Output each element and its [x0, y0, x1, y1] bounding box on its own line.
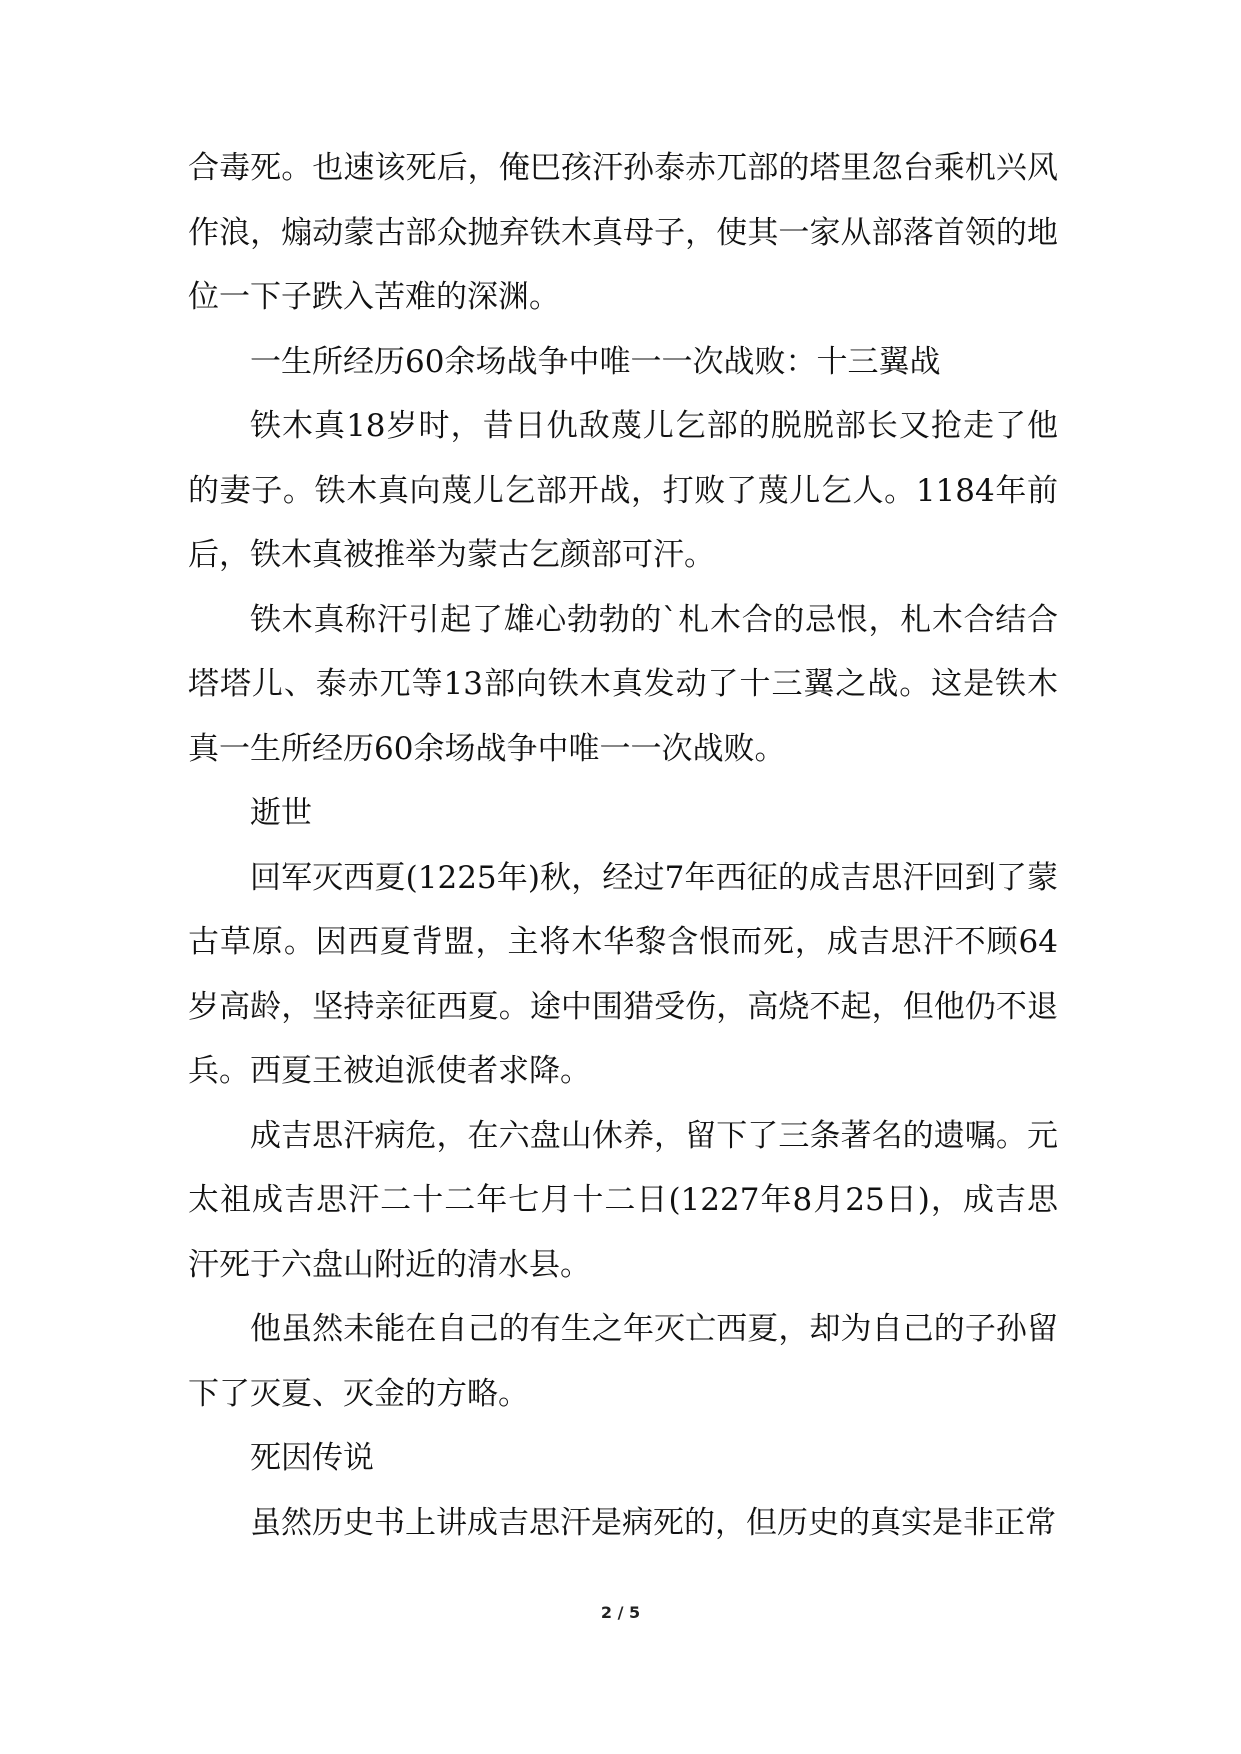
paragraph: 铁木真称汗引起了雄心勃勃的`札木合的忌恨，札木合结合塔塔儿、泰赤兀等13部向铁木真发动了十三翼之战。这是铁木真一生所经历60余场战争中唯一一次战败。: [188, 601, 1058, 767]
section-heading: 死因传说: [250, 1440, 374, 1476]
paragraph: 成吉思汗病危，在六盘山休养，留下了三条著名的遗嘱。元太祖成吉思汗二十二年七月十二日(1227年8月25日)，成吉思汗死于六盘山附近的清水县。: [188, 1117, 1058, 1283]
page-number: 2 / 5: [600, 1603, 641, 1622]
paragraph: 回军灭西夏(1225年)秋，经过7年西征的成吉思汗回到了蒙古草原。因西夏背盟，主将木华黎含恨而死，成吉思汗不顾64岁高龄，坚持亲征西夏。途中围猎受伤，高烧不起，但他仍不退兵。西夏王被迫派使者求降。: [188, 859, 1058, 1089]
document-body: [188, 136, 1058, 1555]
paragraph: 他虽然未能在自己的有生之年灭亡西夏，却为自己的子孙留下了灭夏、灭金的方略。: [188, 1311, 1058, 1412]
paragraph: 合毒死。也速该死后，俺巴孩汗孙泰赤兀部的塔里忽台乘机兴风作浪，煽动蒙古部众抛弃铁木真母子，使其一家从部落首领的地位一下子跌入苦难的深渊。: [188, 150, 1058, 315]
paragraph: 铁木真18岁时，昔日仇敌蔑儿乞部的脱脱部长又抢走了他的妻子。铁木真向蔑儿乞部开战，打败了蔑儿乞人。1184年前后，铁木真被推举为蒙古乞颜部可汗。: [188, 408, 1058, 573]
section-heading: 逝世: [250, 795, 312, 831]
paragraph: 虽然历史书上讲成吉思汗是病死的，但历史的真实是非正常: [250, 1504, 1056, 1541]
section-heading: 一生所经历60余场战争中唯一一次战败：十三翼战: [250, 343, 941, 380]
